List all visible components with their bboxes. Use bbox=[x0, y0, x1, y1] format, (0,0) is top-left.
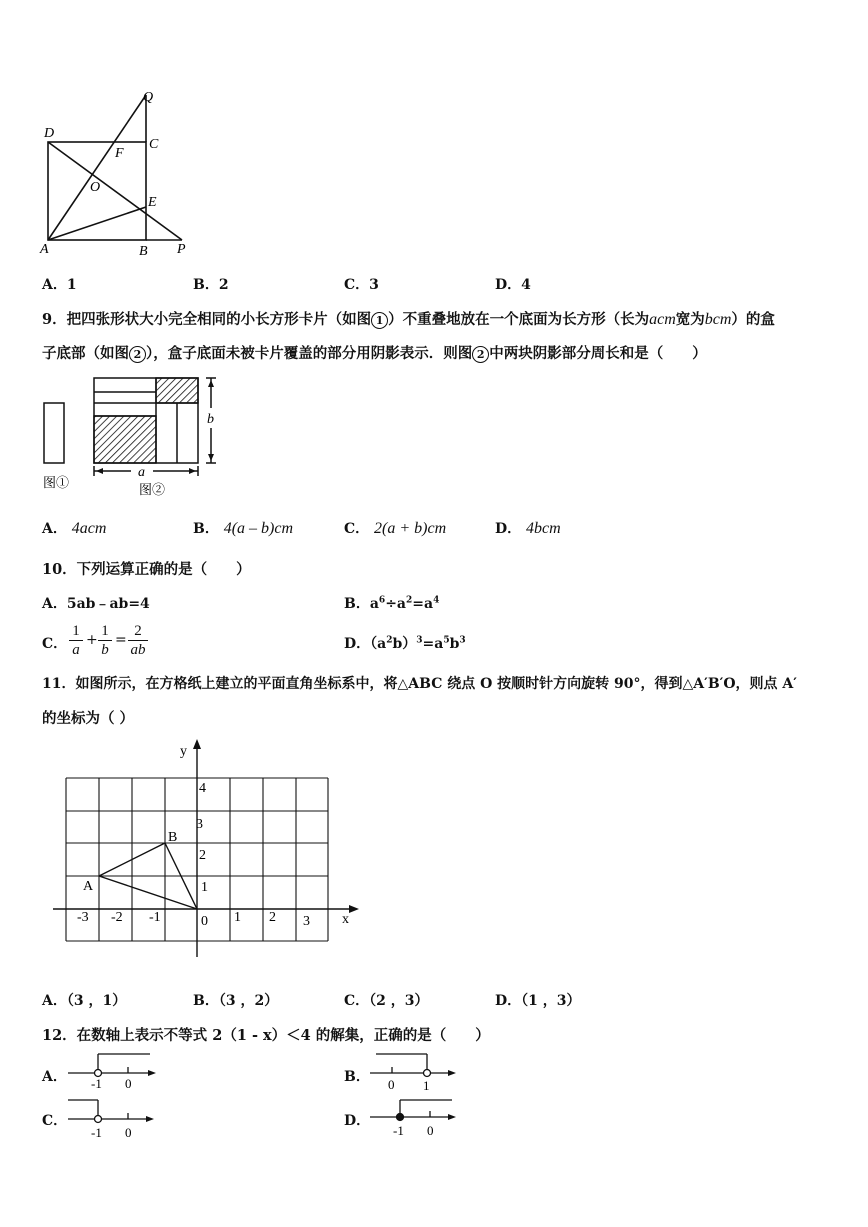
q12-stem: 12．在数轴上表示不等式 2（1 - x）＜4 的解集，正确的是（ ） bbox=[42, 1027, 490, 1044]
card-rectangle bbox=[44, 403, 64, 463]
tick-y-2: 2 bbox=[199, 848, 206, 863]
svg-text:-1: -1 bbox=[91, 1125, 102, 1140]
q11-stem-line1: 11．如图所示，在方格纸上建立的平面直角坐标系中，将△ABC 绕点 O 按顺时针方向旋转 90°，得到△A′B′O，则点 A′ bbox=[42, 676, 797, 692]
q8-geometry-figure bbox=[35, 85, 205, 265]
tick-y-1: 1 bbox=[201, 880, 208, 895]
svg-text:0: 0 bbox=[388, 1077, 395, 1092]
label-f: F bbox=[115, 146, 124, 161]
tick-x-1: 1 bbox=[234, 910, 241, 925]
segment-ao bbox=[99, 876, 197, 909]
q12-option-a-numberline[interactable] bbox=[64, 1050, 159, 1090]
circle-number-2b: 2 bbox=[472, 346, 489, 363]
axis-y-label: y bbox=[180, 744, 187, 759]
shaded-region-bottom-left bbox=[94, 416, 156, 463]
q12-option-a-label[interactable]: A． bbox=[42, 1069, 67, 1085]
fraction-1-a: 1 a bbox=[69, 623, 83, 660]
label-b: B bbox=[139, 244, 148, 259]
q12-option-c-label[interactable]: C． bbox=[42, 1113, 68, 1129]
q8-option-d[interactable]: D．4 bbox=[495, 277, 531, 293]
q9-stem-line2: 子底部（如图 2 ），盒子底面未被卡片覆盖的部分用阴影表示．则图 2 中两块阴影部分周长和是（ ） bbox=[42, 345, 707, 362]
q10-option-a[interactable]: A．5ab﹣ab=4 bbox=[42, 596, 150, 612]
q12-option-c-numberline[interactable] bbox=[64, 1094, 159, 1140]
svg-text:0: 0 bbox=[125, 1076, 132, 1090]
q12-option-d-numberline[interactable] bbox=[366, 1094, 461, 1140]
tick-x-2: 2 bbox=[269, 910, 276, 925]
dimension-b: b bbox=[207, 412, 214, 427]
q9-stem-line1: 9．把四张形状大小完全相同的小长方形卡片（如图 1 ）不重叠地放在一个底面为长方形（长为acm宽为bcm）的盒 bbox=[42, 311, 775, 328]
q11-stem-line2: 的坐标为（ ） bbox=[42, 710, 135, 727]
circle-number-1: 1 bbox=[371, 312, 388, 329]
q8-option-a[interactable]: A．1 bbox=[42, 277, 77, 293]
q8-option-b[interactable]: B．2 bbox=[193, 277, 229, 293]
q12-option-d-label[interactable]: D． bbox=[344, 1113, 371, 1129]
label-a: A bbox=[40, 242, 49, 257]
circle-number-2: 2 bbox=[129, 346, 146, 363]
label-d: D bbox=[44, 126, 55, 141]
svg-text:-1: -1 bbox=[91, 1076, 102, 1090]
label-p: P bbox=[177, 242, 186, 257]
q11-coordinate-grid bbox=[45, 735, 375, 965]
q11-option-c[interactable]: C．（2 ，3） bbox=[344, 993, 429, 1009]
point-a-label: A bbox=[83, 879, 94, 894]
q9-option-a[interactable]: A． 4acm bbox=[42, 520, 107, 537]
dimension-a: a bbox=[138, 465, 145, 480]
svg-text:0: 0 bbox=[427, 1123, 434, 1138]
q11-option-a[interactable]: A．（3 ，1） bbox=[42, 993, 127, 1009]
fraction-2-ab: 2 ab bbox=[128, 623, 148, 660]
tick-x-neg2: -2 bbox=[111, 910, 123, 925]
q9-option-b[interactable]: B． 4(a – b)cm bbox=[193, 520, 294, 537]
label-c: C bbox=[149, 137, 159, 152]
q9-option-c[interactable]: C． 2(a + b)cm bbox=[344, 520, 447, 537]
fig1-caption: 图① bbox=[43, 475, 70, 490]
shaded-region-top-right bbox=[156, 378, 198, 403]
tick-x-neg1: -1 bbox=[149, 910, 161, 925]
svg-text:-1: -1 bbox=[393, 1123, 404, 1138]
q8-option-c[interactable]: C．3 bbox=[344, 277, 379, 293]
q12-option-b-numberline[interactable] bbox=[366, 1050, 461, 1092]
q11-option-d[interactable]: D．（1 ，3） bbox=[495, 993, 581, 1009]
tick-x-3: 3 bbox=[303, 914, 310, 929]
q10-stem: 10．下列运算正确的是（ ） bbox=[42, 561, 251, 578]
q11-option-b[interactable]: B．（3 ，2） bbox=[193, 993, 279, 1009]
label-q: Q bbox=[143, 90, 154, 105]
label-o: O bbox=[90, 180, 101, 195]
q9-figure bbox=[35, 370, 235, 502]
line-ae bbox=[48, 207, 146, 240]
q9-option-d[interactable]: D． 4bcm bbox=[495, 520, 561, 537]
tick-x-0: 0 bbox=[201, 914, 208, 929]
fraction-1-b: 1 b bbox=[98, 623, 112, 660]
q10-option-d[interactable]: D．$(a^2b)^3=a^5b^3$ bbox=[344, 635, 466, 652]
svg-text:1: 1 bbox=[423, 1078, 430, 1092]
svg-text:0: 0 bbox=[125, 1125, 132, 1140]
tick-x-neg3: -3 bbox=[77, 910, 89, 925]
point-b-label: B bbox=[168, 830, 178, 845]
axis-x-label: x bbox=[342, 912, 349, 927]
fig2-caption: 图② bbox=[139, 482, 166, 497]
q10-option-b[interactable]: B．$a^6\div a^2=a^4$ bbox=[344, 595, 440, 612]
tick-y-3: 3 bbox=[196, 817, 203, 832]
q12-option-b-label[interactable]: B． bbox=[344, 1069, 370, 1085]
label-e: E bbox=[148, 195, 157, 210]
line-aq bbox=[48, 95, 146, 240]
tick-y-4: 4 bbox=[199, 781, 206, 796]
